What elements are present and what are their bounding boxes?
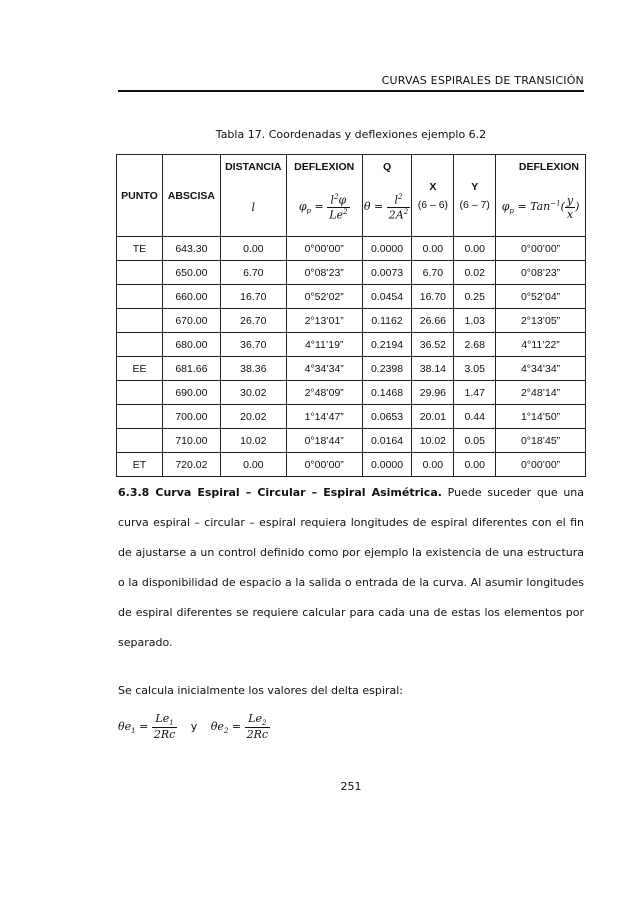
- table-row: [117, 357, 586, 381]
- section-text: Puede suceder que una curva espiral – circular – espiral requiera longitudes de espiral diferentes con el fin de ajustarse a un control definido como por ejemplo la existencia de una estructura o la disponibilidad de espacio a la salida o entrada de la curva. Al asumir longitudes de espiral diferentes se requiere calcular para cada una de estas los elementos por separado.: [118, 486, 584, 649]
- distancia-symbol: l: [251, 200, 256, 214]
- cell-distancia: 16.70: [220, 285, 286, 309]
- table-row: [117, 237, 586, 261]
- header-deflexion2-formula: [496, 178, 586, 237]
- cell-abscisa: 680.00: [162, 333, 220, 357]
- cell-distancia: 38.36: [220, 357, 286, 381]
- table-row: [117, 405, 586, 429]
- cell-theta: 0.2194: [362, 333, 412, 357]
- cell-deflexion: 0°00’00”: [286, 237, 362, 261]
- header-deflexion: DEFLEXION: [286, 155, 362, 179]
- cell-deflexion: 4°34’34”: [286, 357, 362, 381]
- cell-theta: 0.1468: [362, 381, 412, 405]
- cell-theta: 0.2398: [362, 357, 412, 381]
- cell-distancia: 36.70: [220, 333, 286, 357]
- cell-deflexion: 2°13’01”: [286, 309, 362, 333]
- cell-y: 0.25: [454, 285, 496, 309]
- cell-x: 0.00: [412, 237, 454, 261]
- phi-p-formula: $\varphi_p$ = $\frac{l^2\varphi}{Le^2}$: [298, 192, 348, 222]
- cell-x: 29.96: [412, 381, 454, 405]
- cell-abscisa: 720.02: [162, 453, 220, 477]
- cell-x: 16.70: [412, 285, 454, 309]
- cell-x: 26.66: [412, 309, 454, 333]
- cell-deflexion2: 0°52’04”: [496, 285, 586, 309]
- theta-e2-formula: $\theta e_2$ = $\frac{Le_2}{2Rc}$: [210, 712, 269, 742]
- cell-y: 0.00: [454, 453, 496, 477]
- cell-y: 1.03: [454, 309, 496, 333]
- table-caption: Tabla 17. Coordenadas y deflexiones ejemplo 6.2: [215, 128, 487, 141]
- cell-deflexion: 0°08’23”: [286, 261, 362, 285]
- cell-theta: 0.0000: [362, 453, 412, 477]
- cell-abscisa: 690.00: [162, 381, 220, 405]
- cell-y: 0.05: [454, 429, 496, 453]
- header-rule: [118, 90, 584, 92]
- header-theta: Q: [362, 155, 412, 179]
- cell-punto: [117, 429, 163, 453]
- header-y-label: Y: [471, 180, 479, 193]
- cell-deflexion: 0°00’00”: [286, 453, 362, 477]
- cell-deflexion: 0°18’44”: [286, 429, 362, 453]
- cell-distancia: 6.70: [220, 261, 286, 285]
- section-heading: 6.3.8 Curva Espiral – Circular – Espiral Asimétrica.: [118, 486, 442, 499]
- cell-deflexion2: 4°34’34”: [496, 357, 586, 381]
- cell-deflexion: 1°14’47”: [286, 405, 362, 429]
- cell-deflexion2: 0°18’45”: [496, 429, 586, 453]
- theta-formula: θ = $\frac{l^2}{2A^2}$: [363, 192, 409, 222]
- cell-theta: 0.1162: [362, 309, 412, 333]
- cell-abscisa: 643.30: [162, 237, 220, 261]
- cell-abscisa: 710.00: [162, 429, 220, 453]
- header-deflexion-formula: [286, 178, 362, 237]
- cell-x: 0.00: [412, 453, 454, 477]
- cell-punto: TE: [117, 237, 163, 261]
- cell-deflexion2: 1°14’50”: [496, 405, 586, 429]
- page-number: 251: [340, 780, 362, 793]
- table-row: [117, 285, 586, 309]
- header-y: [454, 155, 496, 237]
- cell-distancia: 0.00: [220, 453, 286, 477]
- cell-abscisa: 660.00: [162, 285, 220, 309]
- header-abscisa: ABSCISA: [162, 155, 220, 237]
- header-distancia-formula: [220, 178, 286, 237]
- cell-punto: [117, 261, 163, 285]
- header-y-eq: (6 – 7): [459, 198, 490, 211]
- cell-y: 0.00: [454, 237, 496, 261]
- cell-theta: 0.0164: [362, 429, 412, 453]
- cell-deflexion2: 4°11’22”: [496, 333, 586, 357]
- running-header: CURVAS ESPIRALES DE TRANSICIÓN: [381, 74, 584, 87]
- cell-y: 2.68: [454, 333, 496, 357]
- cell-y: 0.02: [454, 261, 496, 285]
- cell-deflexion2: 2°48’14”: [496, 381, 586, 405]
- cell-distancia: 20.02: [220, 405, 286, 429]
- cell-x: 10.02: [412, 429, 454, 453]
- cell-y: 3.05: [454, 357, 496, 381]
- cell-punto: [117, 309, 163, 333]
- cell-distancia: 0.00: [220, 237, 286, 261]
- phi-p-tan-formula: $\varphi_p = Tan^{-1}$( $\frac{y}{x}$ ): [501, 193, 580, 221]
- header-x-eq: (6 – 6): [417, 198, 449, 211]
- cell-theta: 0.0000: [362, 237, 412, 261]
- cell-abscisa: 650.00: [162, 261, 220, 285]
- cell-deflexion2: 0°08’23”: [496, 261, 586, 285]
- cell-deflexion2: 2°13’05”: [496, 309, 586, 333]
- cell-theta: 0.0653: [362, 405, 412, 429]
- cell-punto: [117, 285, 163, 309]
- header-x: [412, 155, 454, 237]
- table-row: [117, 453, 586, 477]
- cell-punto: EE: [117, 357, 163, 381]
- cell-abscisa: 670.00: [162, 309, 220, 333]
- cell-x: 20.01: [412, 405, 454, 429]
- cell-punto: [117, 333, 163, 357]
- header-distancia: DISTANCIA: [220, 155, 286, 179]
- section-paragraph: [118, 478, 584, 658]
- coordinates-table: [116, 154, 586, 477]
- cell-deflexion: 0°52’02”: [286, 285, 362, 309]
- table-row: [117, 309, 586, 333]
- cell-deflexion2: 0°00’00”: [496, 453, 586, 477]
- cell-theta: 0.0073: [362, 261, 412, 285]
- intro-paragraph: Se calcula inicialmente los valores del delta espiral:: [118, 684, 403, 697]
- cell-y: 0.44: [454, 405, 496, 429]
- cell-x: 6.70: [412, 261, 454, 285]
- header-deflexion2: DEFLEXION: [496, 155, 586, 179]
- table-row: [117, 381, 586, 405]
- cell-abscisa: 681.66: [162, 357, 220, 381]
- header-x-label: X: [429, 180, 437, 193]
- header-punto: PUNTO: [117, 155, 163, 237]
- cell-theta: 0.0454: [362, 285, 412, 309]
- cell-deflexion: 2°48’09”: [286, 381, 362, 405]
- cell-x: 38.14: [412, 357, 454, 381]
- cell-x: 36.52: [412, 333, 454, 357]
- theta-e1-formula: $\theta e_1$ = $\frac{Le_1}{2Rc}$: [118, 712, 176, 742]
- cell-deflexion: 4°11’19”: [286, 333, 362, 357]
- delta-formulas: [118, 712, 270, 741]
- header-theta-formula: [362, 178, 412, 237]
- cell-y: 1.47: [454, 381, 496, 405]
- cell-distancia: 10.02: [220, 429, 286, 453]
- table-row: [117, 333, 586, 357]
- table-row: [117, 429, 586, 453]
- cell-punto: [117, 405, 163, 429]
- cell-abscisa: 700.00: [162, 405, 220, 429]
- cell-punto: [117, 381, 163, 405]
- cell-distancia: 26.70: [220, 309, 286, 333]
- cell-deflexion2: 0°00’00”: [496, 237, 586, 261]
- formula-connector: y: [190, 719, 198, 733]
- table-row: [117, 261, 586, 285]
- cell-distancia: 30.02: [220, 381, 286, 405]
- cell-punto: ET: [117, 453, 163, 477]
